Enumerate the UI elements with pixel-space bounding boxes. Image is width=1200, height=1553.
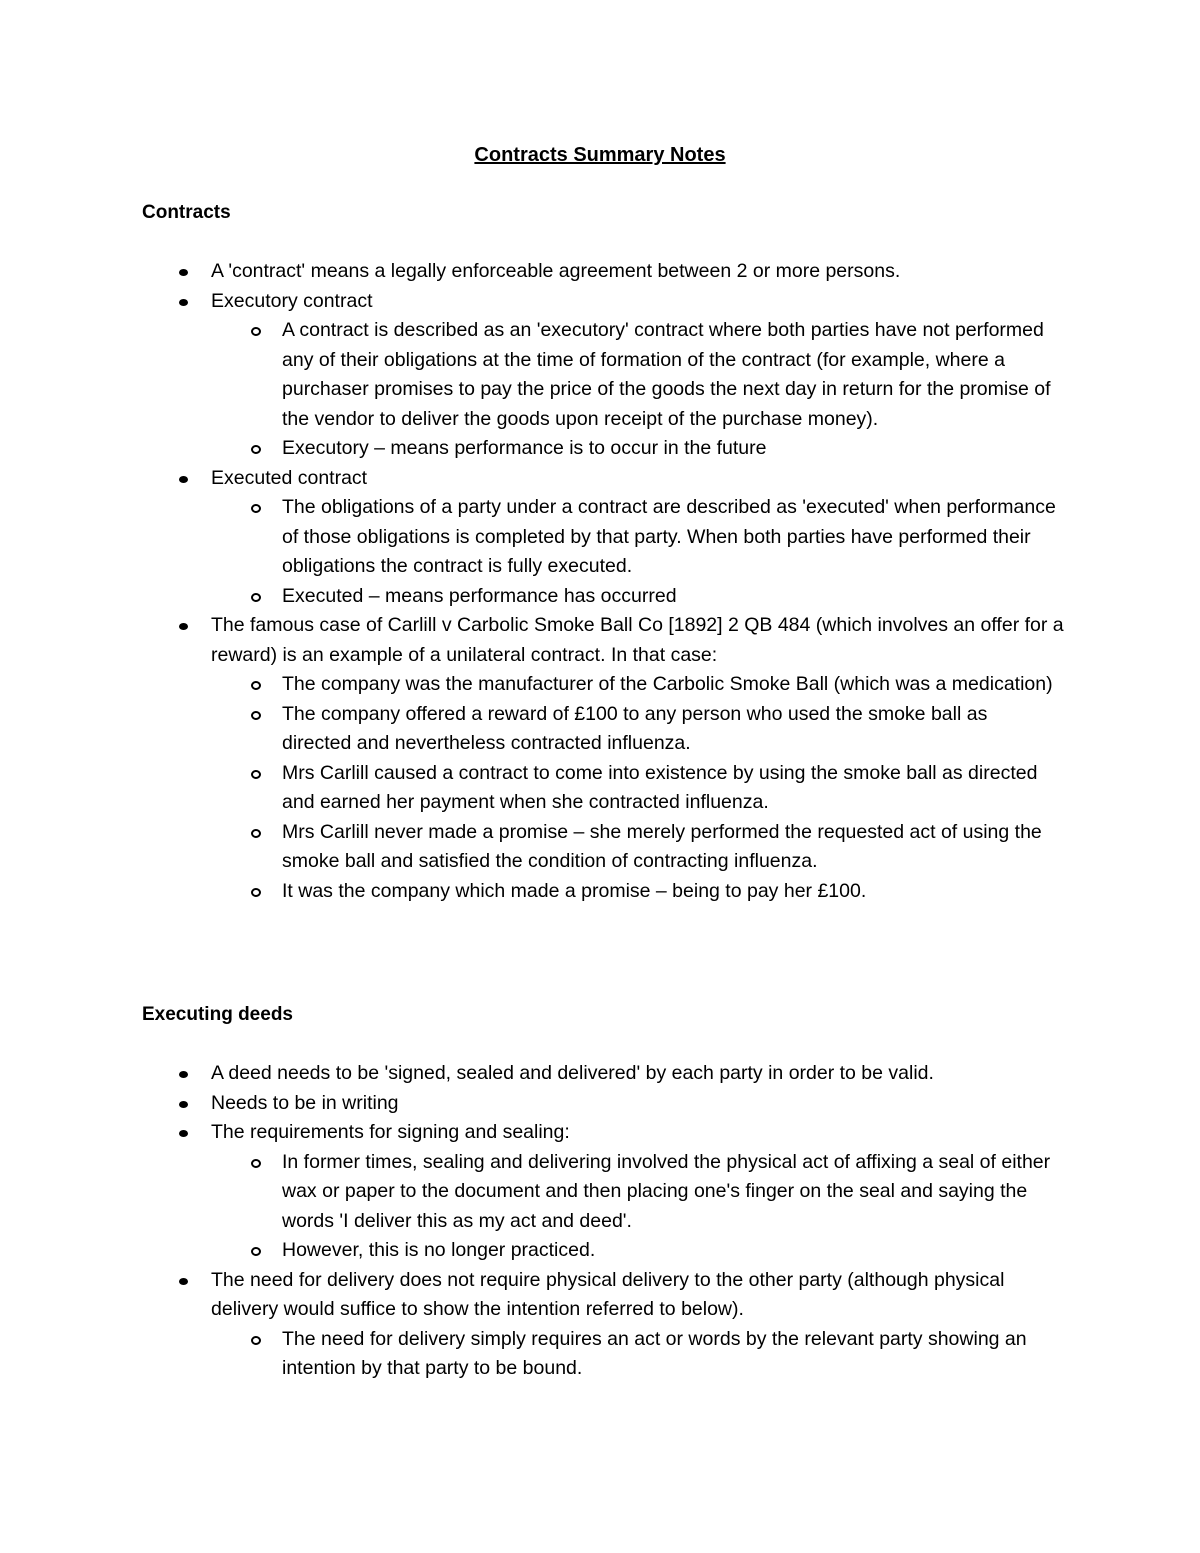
document-title: Contracts Summary Notes <box>474 144 726 166</box>
sub-list-item <box>211 1236 1062 1266</box>
hollow-bullet-icon <box>251 1247 261 1256</box>
sub-list-item-text: In former times, sealing and delivering involved the physical act of affixing a seal of either wax or paper to the document and then placing one's finger on the seal and saying the words 'I deliver this as my act and deed'. <box>282 1150 1051 1232</box>
sub-list-item-text: It was the company which made a promise – being to pay her £100. <box>282 879 867 902</box>
sub-list <box>211 316 1071 464</box>
sub-list-item-text: The need for delivery simply requires an act or words by the relevant party showing an intention by that party to be bound. <box>282 1327 1027 1379</box>
list-item-text: Executory contract <box>211 289 373 312</box>
hollow-bullet-icon <box>251 327 261 336</box>
sub-list-item-text: The company offered a reward of £100 to any person who used the smoke ball as directed and nevertheless contracted influenza. <box>282 702 988 754</box>
sub-list-item <box>211 670 1062 700</box>
list-item <box>0 257 1071 287</box>
sub-list-item-text: The company was the manufacturer of the Carbolic Smoke Ball (which was a medication) <box>282 673 1053 695</box>
list-item <box>0 1266 1071 1384</box>
contracts-list <box>0 257 1200 906</box>
sub-list-item-text: Mrs Carlill caused a contract to come into existence by using the smoke ball as directed and earned her payment when she contracted influenza. <box>282 761 1038 813</box>
bullet-icon <box>179 299 188 306</box>
list-item-text: The requirements for signing and sealing: <box>211 1121 570 1143</box>
bullet-icon <box>179 623 188 630</box>
executing-deeds-list <box>0 1059 1200 1384</box>
list-item-text: Executed contract <box>211 466 368 489</box>
bullet-icon <box>179 476 188 483</box>
bullet-icon <box>179 269 188 276</box>
list-item-text: The need for delivery does not require physical delivery to the other party (although physical delivery would suffice to show the intention referred to below). <box>211 1268 1005 1320</box>
sub-list-item-text: The obligations of a party under a contract are described as 'executed' when performance of those obligations is completed by that party. When both parties have performed their obligations the contract is fully executed. <box>282 496 1056 577</box>
hollow-bullet-icon <box>251 1159 261 1168</box>
sub-list-item <box>211 818 1062 877</box>
sub-list-item-text: However, this is no longer practiced. <box>282 1239 596 1261</box>
hollow-bullet-icon <box>251 711 261 720</box>
list-item <box>0 1089 1071 1119</box>
hollow-bullet-icon <box>251 888 261 897</box>
sub-list-item <box>211 316 1062 434</box>
bullet-icon <box>179 1071 188 1078</box>
sub-list-item-text: A contract is described as an 'executory' contract where both parties have not performed any of their obligations at the time of formation of the contract (for example, where a purchaser promises to pay the price of the goods the next day in return for the promise of the vendor to deliver the goods upon receipt of the purchase money). <box>282 319 1051 430</box>
hollow-bullet-icon <box>251 681 261 690</box>
list-item <box>0 464 1071 612</box>
list-item <box>0 611 1071 906</box>
list-item <box>0 1059 1071 1089</box>
list-item <box>0 1118 1071 1266</box>
hollow-bullet-icon <box>251 770 261 779</box>
sub-list <box>211 493 1071 611</box>
sub-list-item <box>211 759 1062 818</box>
section-heading-executing-deeds: Executing deeds <box>142 1004 293 1025</box>
hollow-bullet-icon <box>251 445 261 454</box>
section-heading-contracts: Contracts <box>142 202 231 223</box>
list-item-text: A deed needs to be 'signed, sealed and delivered' by each party in order to be valid. <box>211 1062 934 1084</box>
sub-list-item <box>211 1148 1062 1237</box>
sub-list-item <box>211 434 1062 464</box>
bullet-icon <box>179 1130 188 1137</box>
bullet-icon <box>179 1278 188 1285</box>
sub-list <box>211 1148 1071 1266</box>
sub-list-item-text: Executed – means performance has occurred <box>282 584 677 607</box>
hollow-bullet-icon <box>251 504 261 513</box>
hollow-bullet-icon <box>251 593 261 602</box>
sub-list-item <box>211 700 1062 759</box>
sub-list-item-text: Mrs Carlill never made a promise – she merely performed the requested act of using the smoke ball and satisfied the condition of contracting influenza. <box>282 820 1042 872</box>
list-item <box>0 287 1071 464</box>
list-item-text: Needs to be in writing <box>211 1091 399 1114</box>
sub-list-item-text: Executory – means performance is to occur in the future <box>282 437 767 459</box>
list-item-text: The famous case of Carlill v Carbolic Smoke Ball Co [1892] 2 QB 484 (which involves an offer for a reward) is an example of a unilateral contract. In that case: <box>211 614 1064 666</box>
sub-list-item <box>211 493 1062 582</box>
sub-list-item <box>211 877 1062 907</box>
bullet-icon <box>179 1101 188 1108</box>
sub-list-item <box>211 582 1062 612</box>
sub-list <box>211 670 1071 906</box>
sub-list <box>211 1325 1071 1384</box>
hollow-bullet-icon <box>251 1336 261 1345</box>
sub-list-item <box>211 1325 1062 1384</box>
list-item-text: A 'contract' means a legally enforceable agreement between 2 or more persons. <box>211 260 901 282</box>
hollow-bullet-icon <box>251 829 261 838</box>
